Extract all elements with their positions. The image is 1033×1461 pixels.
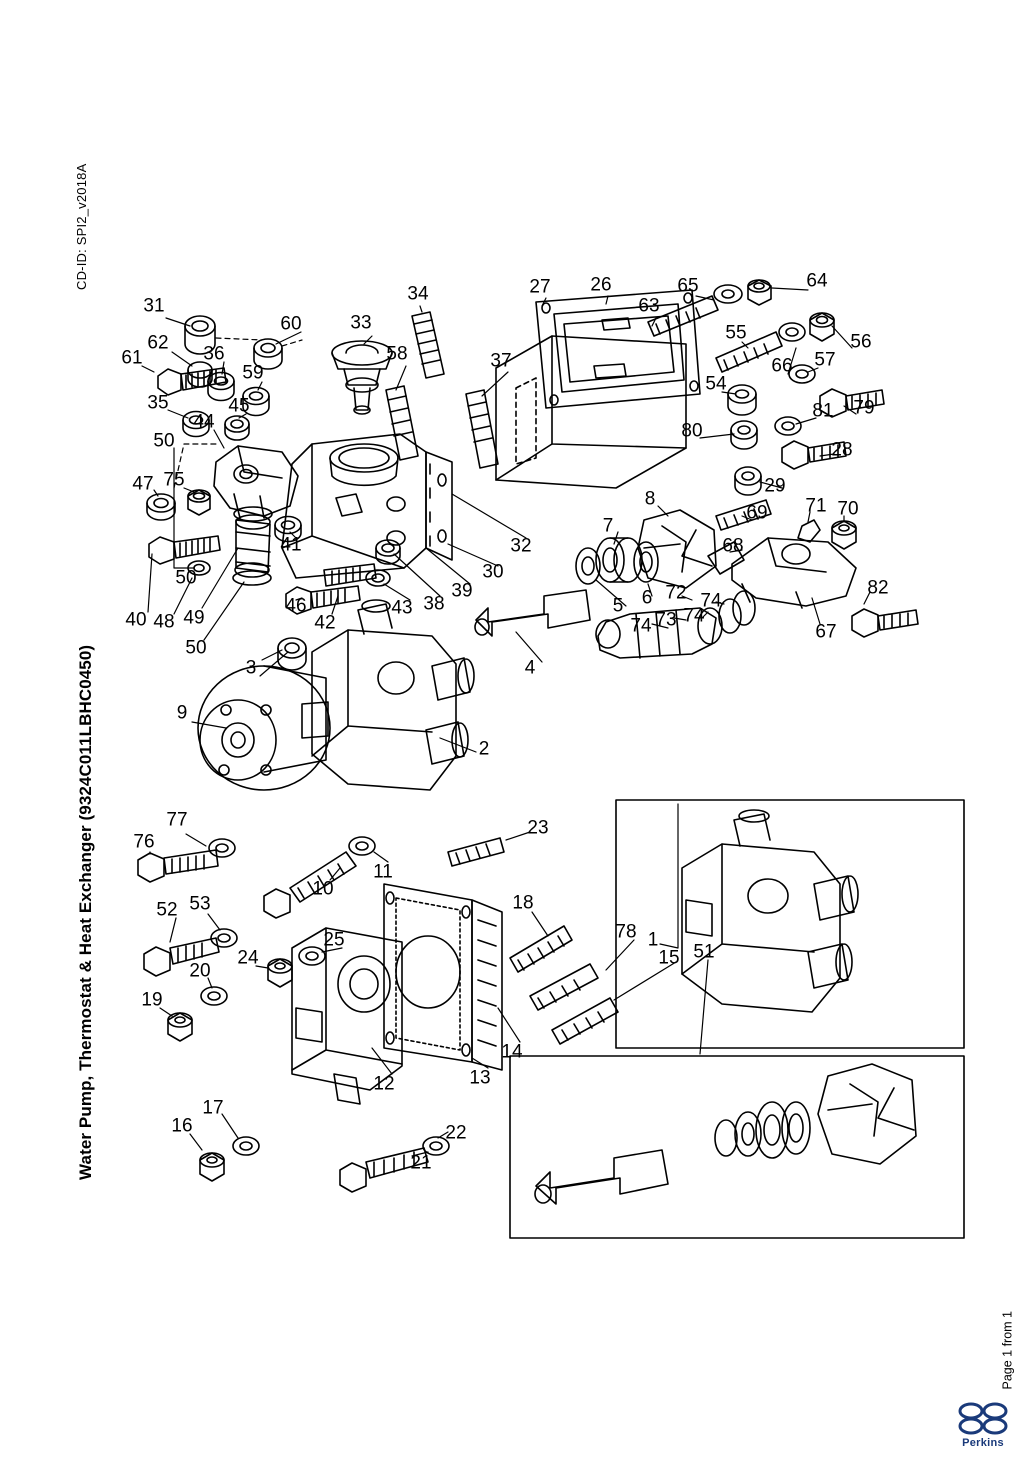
callout-number: 36 [203,343,225,365]
callout-number: 47 [132,473,154,495]
perkins-logo [949,1401,1017,1449]
part-40-bolt [149,536,220,564]
callout-number: 69 [746,502,768,524]
callout-number: 13 [469,1067,491,1089]
page-title: Water Pump, Thermostat & Heat Exchanger (9324C011LBHC0450) [76,644,95,1180]
part-20-washer [201,987,227,1005]
callout-number: 53 [189,893,211,915]
callout-number: 67 [815,621,837,643]
callout-number: 20 [189,960,211,982]
part-8-impeller [638,510,716,588]
callout-number: 44 [193,411,215,433]
callout-number: 34 [407,283,429,305]
callout-number: 75 [163,469,185,491]
callout-number: 42 [314,612,336,634]
cd-id-label: CD-ID: SPI2_v2018A [74,163,89,290]
inset-1-pump-body [682,810,858,1012]
part-11-washer [349,837,375,855]
callout-number: 78 [615,921,637,943]
callout-number: 33 [350,312,372,334]
callout-number: 3 [245,657,257,679]
callout-number: 18 [512,892,534,914]
part-34-stud [412,312,444,378]
part-29-washer [735,467,761,495]
part-56-nut [810,313,834,341]
callout-number: 41 [280,534,302,556]
callout-number: 77 [166,809,188,831]
callout-number: 54 [705,373,727,395]
callout-number: 32 [510,535,532,557]
inset-51-assembly [535,1064,916,1204]
part-37-stud [466,390,498,468]
callout-number: 52 [156,899,178,921]
part-54-washer [728,385,756,415]
callout-number: 28 [831,439,853,461]
callout-number: 81 [812,400,834,422]
part-61-bolt [158,368,226,395]
part-80-washer [731,421,757,449]
callout-number: 74 [700,590,722,612]
callout-number: 66 [771,355,793,377]
part-27-cover [496,336,686,488]
callout-number: 12 [373,1073,395,1095]
callout-number: 26 [590,274,612,296]
callout-number: 68 [722,535,744,557]
part-3-plug [278,638,306,670]
part-82-bolt [852,609,918,637]
callout-number: 60 [280,313,302,335]
callout-number: 70 [837,498,859,520]
callout-number: 71 [805,495,827,517]
part-9-pulley [198,666,330,790]
callout-number: 50 [153,430,175,452]
part-24-nut [268,959,292,987]
callout-number: 21 [410,1152,432,1174]
part-43-washer [366,570,390,586]
callout-number: 72 [665,582,687,604]
callout-number: 8 [644,488,656,510]
callout-number: 7 [602,515,614,537]
part-14-gasket-backer [472,900,502,1070]
part-70-nut [832,521,856,549]
perkins-logo-icon [957,1401,1009,1435]
callout-number: 74 [630,615,652,637]
callout-number: 37 [490,350,512,372]
callout-number: 9 [176,702,188,724]
callout-number: 61 [121,347,143,369]
callout-number: 4 [524,657,536,679]
part-15-stud [552,998,618,1044]
part-23-stud [448,838,504,866]
callout-number: 1 [647,929,659,951]
part-10-bolt [264,852,356,918]
callout-number: 59 [242,362,264,384]
perkins-wordmark: Perkins [962,1437,1004,1449]
callout-number: 24 [237,947,259,969]
part-49-hose [235,515,270,577]
callout-number: 51 [693,941,715,963]
callout-number: 65 [677,275,699,297]
callout-number: 57 [814,349,836,371]
callout-number: 82 [867,577,889,599]
callout-number: 50 [175,567,197,589]
callout-number: 46 [285,595,307,617]
callout-number: 16 [171,1115,193,1137]
callout-number: 62 [147,332,169,354]
callout-number: 31 [143,295,165,317]
part-66-washer [779,323,805,341]
callout-number: 48 [153,611,175,633]
part-18-stud [510,926,572,972]
callout-number: 55 [725,322,747,344]
callout-number: 79 [853,397,875,419]
part-45-washer [225,416,249,440]
callout-number: 39 [451,580,473,602]
callout-number: 76 [133,831,155,853]
part-32-housing [282,434,426,578]
part-2-pump-body [312,597,474,790]
callout-number: 17 [202,1097,224,1119]
callout-number: 15 [658,947,680,969]
part-64-nut [748,280,771,305]
callout-number: 30 [482,561,504,583]
callout-number: 74 [683,605,705,627]
callout-number: 10 [312,878,334,900]
callout-number: 49 [183,607,205,629]
callout-number: 35 [147,392,169,414]
callout-number: 73 [655,609,677,631]
callout-number: 25 [323,929,345,951]
part-38-washer [376,540,400,564]
callout-number: 43 [391,597,413,619]
part-67-elbow [732,538,856,608]
callout-number: 14 [501,1041,523,1063]
part-26-gasket-plate [536,290,700,408]
part-17-washer [233,1137,259,1155]
part-71-clip [798,520,820,542]
callout-number: 2 [478,738,490,760]
part-78-stud [530,964,598,1010]
part-7-seal [596,538,642,582]
part-75-nut [188,490,210,515]
part-81-washer [775,417,801,435]
callout-number: 64 [806,270,828,292]
part-50-clip-b [233,571,271,585]
part-19-nut [168,1013,192,1041]
part-25-washer [299,947,325,965]
callout-number: 80 [681,420,703,442]
part-4-shaft [475,590,590,636]
callout-number: 63 [638,295,660,317]
part-13-gasket [384,884,472,1062]
page-count-label: Page 1 from 1 [1001,1311,1015,1390]
callout-number: 58 [386,343,408,365]
callout-number: 5 [612,595,624,617]
callout-number: 23 [527,817,549,839]
callout-number: 19 [141,989,163,1011]
part-76-bolt [138,850,218,882]
part-33-thermostat [332,341,392,414]
part-77-washer [209,839,235,857]
part-16-nut [200,1153,224,1181]
part-47-washer [147,494,175,520]
callout-number: 45 [228,395,250,417]
callout-number: 40 [125,609,147,631]
part-65-washer [714,285,742,303]
part-57-washer [789,365,815,383]
leader-lines [142,288,870,1156]
part-74-clamp-b [733,591,755,625]
callout-number: 29 [764,475,786,497]
callout-number: 38 [423,593,445,615]
callout-number: 11 [373,861,393,883]
callout-number: 50 [185,637,207,659]
callout-number: 27 [529,276,551,298]
callout-number: 22 [445,1122,467,1144]
callout-number: 6 [641,587,653,609]
callout-number: 56 [850,331,872,353]
